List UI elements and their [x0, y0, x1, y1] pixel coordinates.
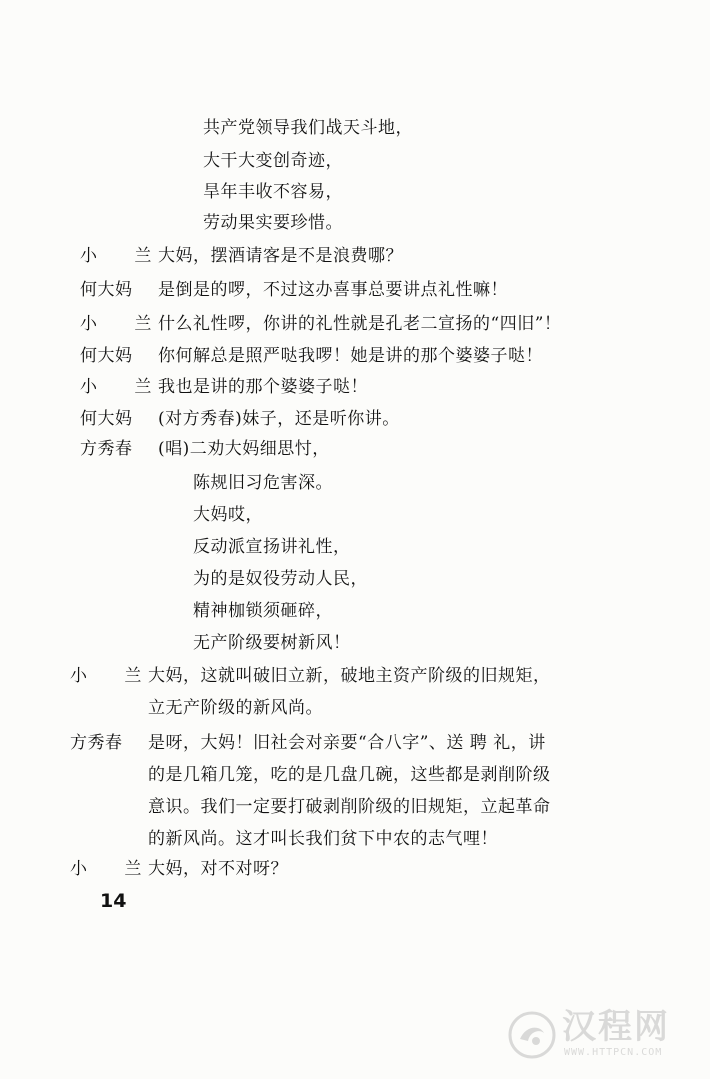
- song-line: 陈规旧习危害深。: [193, 473, 333, 493]
- song-line: 为的是奴役劳动人民，: [193, 569, 368, 589]
- speaker-name: 小 兰: [70, 666, 158, 686]
- song-line: 劳动果实要珍惜。: [203, 213, 343, 233]
- song-line: 无产阶级要树新风！: [193, 633, 351, 653]
- watermark-url: WWW.HTTPCN.COM: [564, 1047, 663, 1058]
- dialogue-text: 大妈，对不对呀？: [148, 859, 288, 879]
- song-line: 共产党领导我们战天斗地，: [203, 118, 413, 138]
- speaker-name: 小 兰: [80, 314, 168, 334]
- dialogue-text: 是倒是的啰，不过这办喜事总要讲点礼性嘛！: [158, 280, 508, 300]
- speaker-name: 何大妈: [80, 280, 133, 300]
- dialogue-text: 立无产阶级的新风尚。: [148, 698, 323, 718]
- dialogue-text: 的是几箱几笼，吃的是几盘几碗，这些都是剥削阶级: [148, 765, 551, 785]
- dialogue-text: (唱)二劝大妈细思忖，: [158, 439, 330, 459]
- song-line: 大干大变创奇迹，: [203, 151, 343, 171]
- dialogue-text: 什么礼性啰，你讲的礼性就是孔老二宣扬的“四旧”！: [158, 314, 562, 334]
- song-line: 反动派宣扬讲礼性，: [193, 537, 351, 557]
- dialogue-text: 的新风尚。这才叫长我们贫下中农的志气哩！: [148, 829, 498, 849]
- watermark: [506, 1005, 696, 1065]
- dialogue-text: 是呀，大妈！旧社会对亲要“合八字”、送 聘 礼，讲: [148, 733, 546, 753]
- dialogue-text: 意识。我们一定要打破剥削阶级的旧规矩，立起革命: [148, 797, 551, 817]
- song-line: 旱年丰收不容易，: [203, 182, 343, 202]
- speaker-name: 何大妈: [80, 346, 133, 366]
- dialogue-text: 大妈，摆酒请客是不是浪费哪？: [158, 246, 403, 266]
- watermark-text: 汉程网: [562, 1007, 670, 1047]
- page-number: 14: [100, 890, 127, 912]
- speaker-name: 方秀春: [80, 439, 133, 459]
- dialogue-text: 你何解总是照严哒我啰！她是讲的那个婆婆子哒！: [158, 346, 543, 366]
- speaker-name: 小 兰: [80, 377, 168, 397]
- speaker-name: 何大妈: [80, 409, 133, 429]
- song-line: 精神枷锁须砸碎，: [193, 601, 333, 621]
- dialogue-text: 大妈，这就叫破旧立新，破地主资产阶级的旧规矩，: [148, 666, 551, 686]
- watermark-logo-icon: [506, 1009, 558, 1061]
- dialogue-text: 我也是讲的那个婆婆子哒！: [158, 377, 368, 397]
- speaker-name: 小 兰: [80, 246, 168, 266]
- song-line: 大妈哎，: [193, 505, 263, 525]
- speaker-name: 方秀春: [70, 733, 123, 753]
- speaker-name: 小 兰: [70, 859, 158, 879]
- dialogue-text: (对方秀春)妹子，还是听你讲。: [158, 409, 400, 429]
